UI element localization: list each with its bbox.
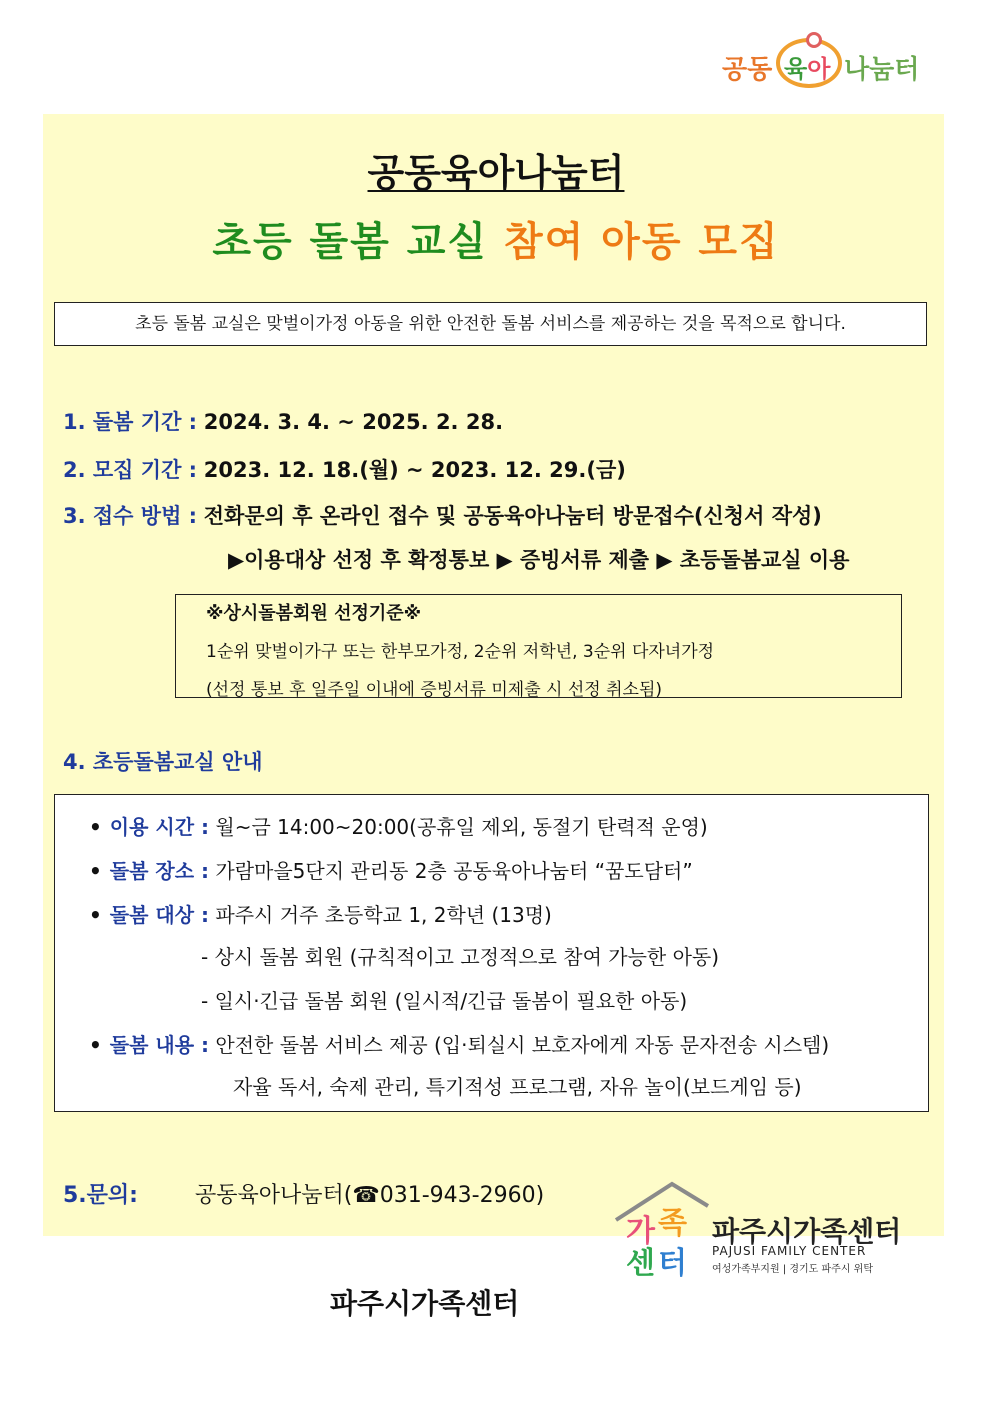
guide-target: • 돌봄 대상 : 파주시 거주 초등학교 1, 2학년 (13명) (89, 903, 552, 927)
guide-content-label: 돌봄 내용 : (109, 1033, 210, 1057)
contact-value: 공동육아나눔터(☎031-943-2960) (195, 1183, 545, 1208)
logo-char-2: 족 (658, 1206, 687, 1241)
footer-organization: 파주시가족센터 (330, 1287, 520, 1320)
guide-target-value: 파주시 거주 초등학교 1, 2학년 (13명) (215, 903, 552, 927)
logo-text-right: 나눔터 (844, 55, 920, 85)
item-period (63, 406, 503, 436)
item-period-label: 1. 돌봄 기간 : (63, 410, 198, 434)
family-center-logo (612, 1180, 912, 1280)
page-subtitle (0, 210, 992, 267)
guide-box (54, 794, 929, 1112)
logo-char-4: 터 (658, 1246, 687, 1281)
guide-target-sub1: - 상시 돌봄 회원 (규칙적이고 고정적으로 참여 가능한 아동) (201, 945, 720, 969)
guide-content: • 돌봄 내용 : 안전한 돌봄 서비스 제공 (입·퇴실시 보호자에게 자동 문자전송 시스템) (89, 1033, 830, 1057)
guide-content-value2: 자율 독서, 숙제 관리, 특기적성 프로그램, 자유 놀이(보드게임 등) (233, 1075, 802, 1099)
family-center-sub: 여성가족부지원 | 경기도 파주시 위탁 (712, 1264, 873, 1275)
guide-title: 4. 초등돌봄교실 안내 (63, 750, 263, 774)
guide-place: • 돌봄 장소 : 가람마을5단지 관리동 2층 공동육아나눔터 “꿈도담터” (89, 859, 693, 883)
page-title: 공동육아나눔터 (367, 151, 625, 195)
process-flow: ▶이용대상 선정 후 확정통보 ▶ 증빙서류 제출 ▶ 초등돌봄교실 이용 (228, 548, 850, 572)
guide-target-label: 돌봄 대상 : (109, 903, 210, 927)
criteria-title: ※상시돌봄회원 선정기준※ (206, 603, 422, 624)
subtitle-part2: 참여 아동 모집 (503, 219, 780, 265)
contact (63, 1178, 545, 1209)
item-method (63, 500, 822, 530)
item-method-value: 전화문의 후 온라인 접수 및 공동육아나눔터 방문접수(신청서 작성) (203, 504, 822, 528)
guide-place-value: 가람마을5단지 관리동 2층 공동육아나눔터 “꿈도담터” (215, 859, 693, 883)
guide-time-value: 월~금 14:00~20:00(공휴일 제외, 동절기 탄력적 운영) (215, 815, 708, 839)
guide-time: • 이용 시간 : 월~금 14:00~20:00(공휴일 제외, 동절기 탄력적 운영) (89, 815, 708, 839)
guide-time-label: 이용 시간 : (109, 815, 210, 839)
item-recruit (63, 454, 626, 484)
logo-char-1: 가 (626, 1214, 655, 1249)
guide-place-label: 돌봄 장소 : (109, 859, 210, 883)
item-method-label: 3. 접수 방법 : (63, 504, 198, 528)
guide-target-sub2: - 일시·긴급 돌봄 회원 (일시적/긴급 돌봄이 필요한 아동) (201, 989, 688, 1013)
logo-knob-icon (806, 32, 822, 48)
criteria-box (175, 594, 902, 698)
item-recruit-value: 2023. 12. 18.(월) ~ 2023. 12. 29.(금) (203, 458, 626, 482)
family-center-english: PAJUSI FAMILY CENTER (712, 1244, 867, 1258)
logo-text-mid: 육아 (784, 55, 831, 83)
logo-char-3: 센 (626, 1246, 655, 1281)
criteria-line2: (선정 통보 후 일주일 이내에 증빙서류 미제출 시 선정 취소됨) (206, 680, 663, 700)
logo-text-left: 공동 (722, 55, 773, 85)
item-recruit-label: 2. 모집 기간 : (63, 458, 198, 482)
contact-label: 5.문의: (63, 1183, 138, 1208)
criteria-line1: 1순위 맞벌이가구 또는 한부모가정, 2순위 저학년, 3순위 다자녀가정 (206, 642, 715, 662)
purpose-box: 초등 돌봄 교실은 맞벌이가정 아동을 위한 안전한 돌봄 서비스를 제공하는 것을 목적으로 합니다. (54, 302, 927, 346)
subtitle-part1: 초등 돌봄 교실 (212, 219, 489, 265)
family-center-name: 파주시가족센터 (712, 1215, 902, 1248)
item-period-value: 2024. 3. 4. ~ 2025. 2. 28. (203, 410, 504, 434)
nanumteo-logo (722, 30, 932, 100)
guide-content-value1: 안전한 돌봄 서비스 제공 (입·퇴실시 보호자에게 자동 문자전송 시스템) (215, 1033, 830, 1057)
